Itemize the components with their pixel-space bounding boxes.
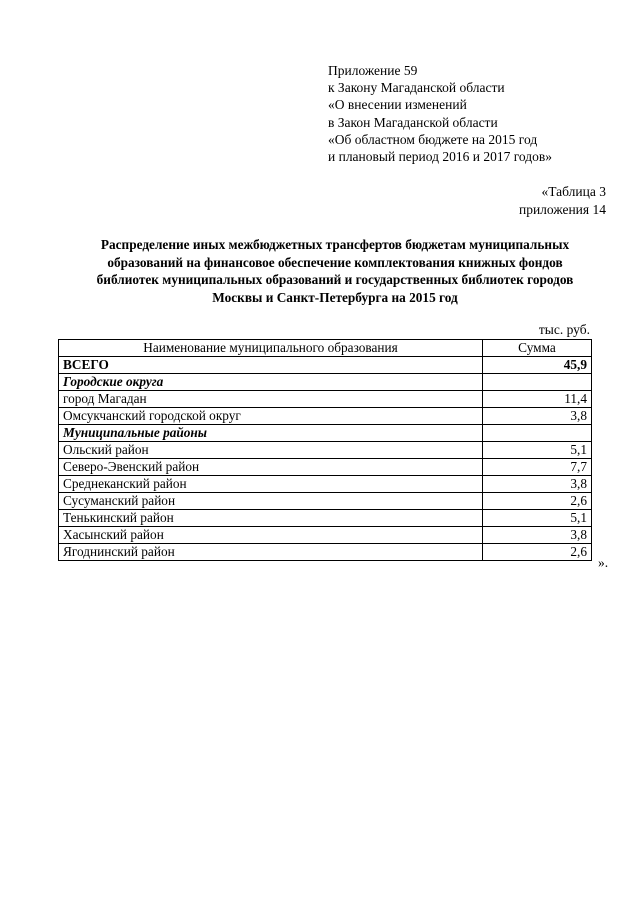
row-sum: 5,1 [483, 510, 592, 527]
title-line: библиотек муниципальных образований и государственных библиотек городов [96, 272, 574, 287]
row-name: Северо-Эвенский район [59, 459, 483, 476]
appendix-header [328, 62, 552, 165]
row-sum: 3,8 [483, 476, 592, 493]
appendix-line: Приложение 59 [328, 63, 418, 78]
header-sum: Сумма [483, 340, 592, 357]
row-name: Тенькинский район [59, 510, 483, 527]
table-row [59, 476, 592, 493]
distribution-table [58, 339, 592, 561]
row-sum: 3,8 [483, 527, 592, 544]
row-name: Сусуманский район [59, 493, 483, 510]
table-row [59, 527, 592, 544]
group-label: Городские округа [59, 374, 483, 391]
document-title [56, 236, 614, 306]
title-line: Москвы и Санкт-Петербурга на 2015 год [212, 289, 458, 305]
table-row [59, 493, 592, 510]
header-name: Наименование муниципального образования [59, 340, 483, 357]
table-row [59, 510, 592, 527]
row-sum: 2,6 [483, 493, 592, 510]
row-sum: 2,6 [483, 544, 592, 561]
row-name: Омсукчанский городской округ [59, 408, 483, 425]
row-name: город Магадан [59, 391, 483, 408]
table-row [59, 408, 592, 425]
appendix-line: «Об областном бюджете на 2015 год [328, 131, 538, 147]
title-line: образований на финансовое обеспечение комплектования книжных фондов [107, 254, 563, 270]
table-row [59, 544, 592, 561]
row-name: Хасынский район [59, 527, 483, 544]
group-empty-cell [483, 374, 592, 391]
row-sum: 11,4 [483, 391, 592, 408]
row-name: Ольский район [59, 442, 483, 459]
group-row [59, 374, 592, 391]
row-name: Среднеканский район [59, 476, 483, 493]
total-value: 45,9 [483, 357, 592, 374]
table-row [59, 391, 592, 408]
closing-quote-mark: ». [598, 555, 609, 570]
appendix-line: и плановый период 2016 и 2017 годов» [328, 149, 553, 165]
group-row [59, 425, 592, 442]
table-header-row [59, 340, 592, 357]
row-sum: 7,7 [483, 459, 592, 476]
total-label: ВСЕГО [59, 357, 483, 374]
total-row [59, 357, 592, 374]
table-reference-line: «Таблица 3 [541, 184, 606, 199]
table-reference [519, 183, 606, 218]
appendix-line: к Закону Магаданской области [328, 80, 505, 96]
row-sum: 3,8 [483, 408, 592, 425]
appendix-line: «О внесении изменений [328, 97, 467, 113]
units-label: тыс. руб. [538, 322, 590, 337]
appendix-line: в Закон Магаданской области [328, 114, 498, 130]
group-label: Муниципальные районы [59, 425, 483, 442]
group-empty-cell [483, 425, 592, 442]
row-name: Ягоднинский район [59, 544, 483, 561]
row-sum: 5,1 [483, 442, 592, 459]
table-row [59, 442, 592, 459]
title-line: Распределение иных межбюджетных трансфертов бюджетам муниципальных [100, 237, 570, 252]
table-reference-line: приложения 14 [518, 201, 606, 217]
table-row [59, 459, 592, 476]
